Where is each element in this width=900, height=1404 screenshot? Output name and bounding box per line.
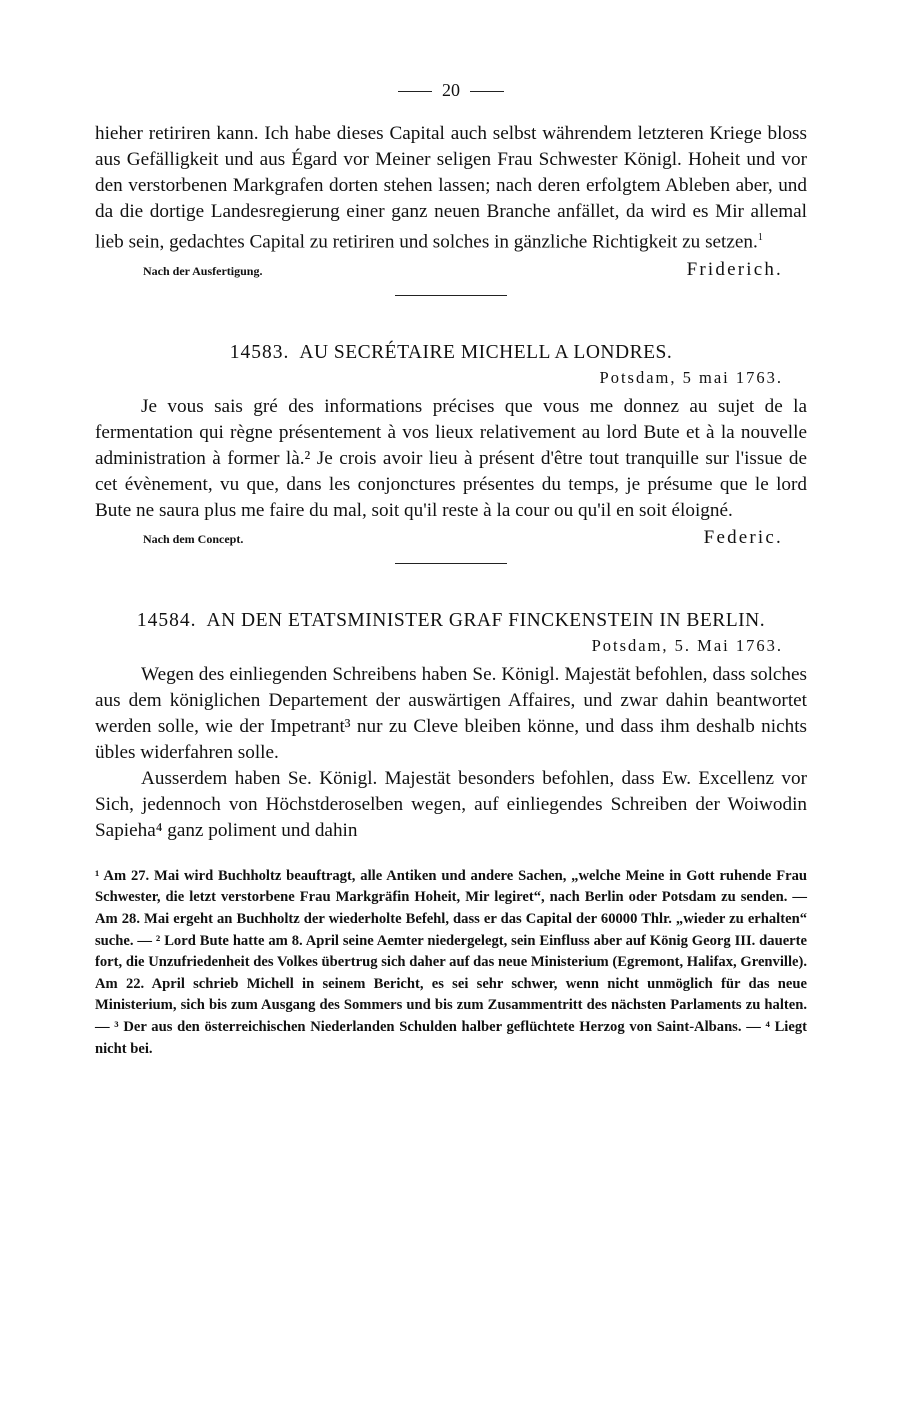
letter-text: Je vous sais gré des informations précises que vous me donnez au sujet de la fermentation qui règne présentement à vos lieux relativement au lord Bute et à la nouvelle administration à former là.² Je crois avoir lieu à présent d'être tout tranquille sur l'issue de cet évènement, vu que, dans les conjonctures présentes du temps, je présume que le lord Bute ne saura plus me faire du mal, soit qu'il reste à la cour ou qu'il en soit éloigné. (95, 395, 807, 521)
page (95, 80, 807, 1060)
letter-title: AN DEN ETATSMINISTER GRAF FINCKENSTEIN IN BERLIN. (206, 610, 766, 632)
section-divider (395, 563, 507, 564)
source-signature-row (95, 259, 807, 281)
footnote-marker: 1 (757, 231, 763, 243)
letter-number: 14584. (136, 610, 197, 632)
continued-paragraph-text: hieher retiriren kann. Ich habe dieses Capital auch selbst währendem letzteren Kriege bloss aus Gefälligkeit und aus Égard vor Meiner seligen Frau Schwester Königl. Hoheit und vor den verstorbenen Markgrafen dorten stehen lassen; nach deren erfolgtem Ableben aber, und da die dortige Landesregierung einer ganz neuen Branche anfället, da wird es Mir allemal lieb sein, gedachtes Capital zu retiriren und solches in gänzliche Richtigkeit zu setzen. (95, 123, 807, 253)
signature: Friderich. (686, 258, 783, 280)
footnotes (95, 866, 807, 1060)
section-divider (395, 295, 507, 296)
letter-heading (95, 610, 807, 632)
source-note: Nach der Ausfertigung. (143, 263, 263, 278)
footnotes-text: ¹ Am 27. Mai wird Buchholtz beauftragt, alle Antiken und andere Sachen, „welche Meine in Gott ruhende Frau Schwester, die letzt verstorbene Frau Markgräfin Hoheit, Mir legiret“, nach Berlin oder Potsdam zu senden. — Am 28. Mai ergeht an Buchholtz der wiederholte Befehl, dass er das Capital der 60000 Thlr. „wieder zu erhalten“ suche. — ² Lord Bute hatte am 8. April seine Aemter niedergelegt, sein Einfluss aber auf König Georg III. dauerte fort, die Unzufriedenheit des Volkes übertrug sich daher auf das neue Ministerium (Egremont, Halifax, Grenville). Am 22. April schrieb Michell in seinem Bericht, es sei sehr schwer, wenn nicht unmöglich für das neue Ministerium, sich bis zum Ausgang des Sommers und bis zum Zusammentritt des nächsten Parlaments zu halten. — ³ Der aus den österreichischen Niederlanden Schulden halber geflüchtete Herzog von Saint-Albans. — ⁴ Liegt nicht bei. (95, 867, 807, 1057)
letter-heading (95, 342, 807, 364)
page-number-dash-left (398, 91, 432, 92)
page-number-text: 20 (442, 80, 460, 100)
letter-paragraph: Wegen des einliegenden Schreibens haben Se. Königl. Majestät befohlen, dass solches aus dem königlichen Departement der auswärtigen Affaires, und zwar dahin beantwortet werden solle, wie der Impetrant³ nur zu Cleve bleiben könne, und dass ihm deshalb nichts übles widerfahren solle. (95, 664, 807, 764)
continued-paragraph (95, 121, 807, 255)
page-number (95, 80, 807, 101)
letter-paragraph: Ausserdem haben Se. Königl. Majestät besonders befohlen, dass Ew. Excellenz vor Sich, jedennoch von Höchstderoselben wegen, auf einliegendes Schreiben der Woiwodin Sapieha⁴ ganz poliment und dahin (95, 768, 807, 841)
letter-title: AU SECRÉTAIRE MICHELL A LONDRES. (299, 341, 673, 363)
signature: Federic. (703, 527, 783, 549)
place-date: Potsdam, 5 mai 1763. (599, 367, 783, 387)
letter-number: 14583. (229, 341, 290, 363)
source-signature-row (95, 527, 807, 549)
place-date: Potsdam, 5. Mai 1763. (591, 636, 783, 656)
source-note: Nach dem Concept. (143, 532, 244, 547)
page-number-dash-right (470, 91, 504, 92)
